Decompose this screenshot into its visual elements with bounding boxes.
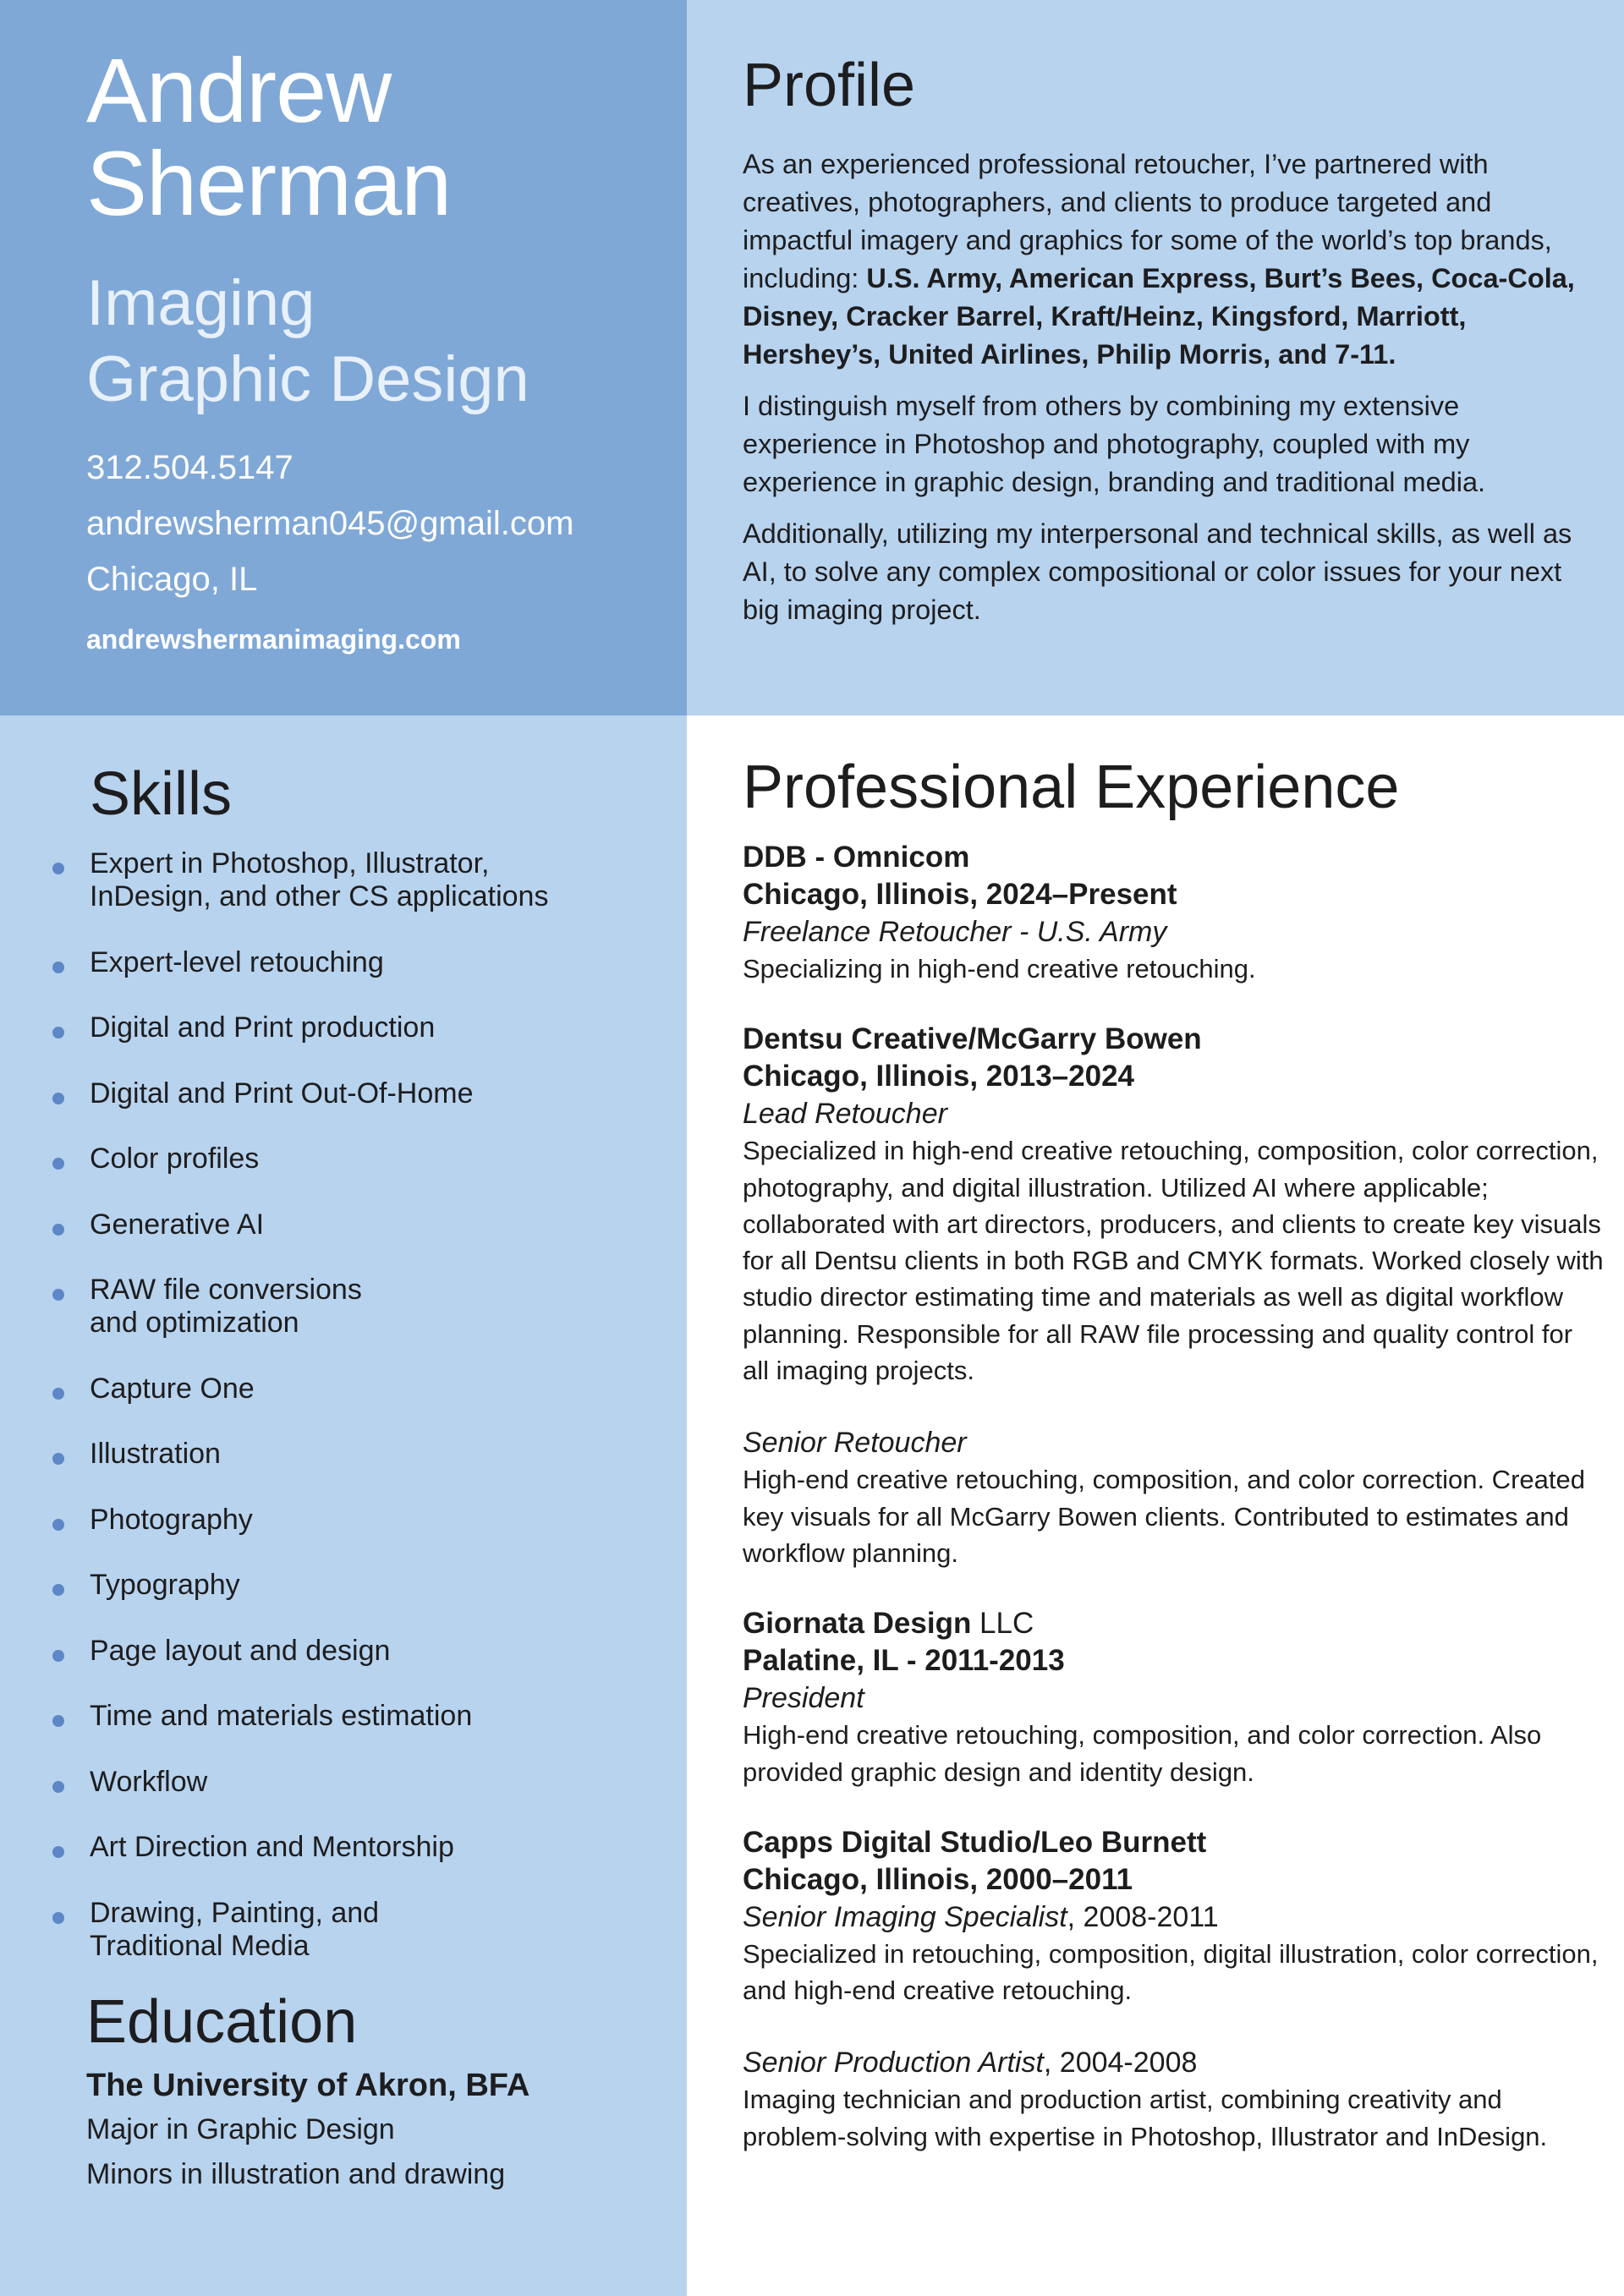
education-minors: Minors in illustration and drawing <box>86 2158 506 2190</box>
job-description-previous: Imaging technician and production artist, combining creativity and problem-solving with expertise in Photoshop, Illustrator and InDesign. <box>743 2085 1548 2151</box>
job-description: Specializing in high-end creative retouching. <box>743 954 1256 984</box>
skill-item: RAW file conversions and optimization <box>47 1274 673 1340</box>
job-role-previous: Senior Production Artist, 2004-2008 <box>743 2047 1198 2080</box>
job-location: Chicago, Illinois, 2000–2011 <box>743 1862 1133 1896</box>
contact-info <box>86 440 661 607</box>
job-entry <box>743 1824 1605 2155</box>
job-entry <box>743 839 1605 987</box>
skill-item: Generative AI <box>47 1208 673 1241</box>
job-entry <box>743 1021 1605 1571</box>
name-last: Sherman <box>86 132 452 234</box>
education-school: The University of Akron, BFA <box>86 2068 530 2103</box>
education-section <box>86 1987 678 2197</box>
job-description: Specialized in high-end creative retouching, composition, color correction, photography, and digital illustration. Utilized AI where applicable; collaborated with art directors, producers, and clients to create key visuals for all Dentsu clients in both RGB and CMYK formats. Worked closely with studio director estimating time and materials as well as digital workflow planning. Responsible for all RAW file processing and quality control for all imaging projects. <box>743 1136 1604 1386</box>
job-company: Dentsu Creative/McGarry Bowen <box>743 1022 1202 1056</box>
skill-item: Digital and Print production <box>47 1011 673 1044</box>
experience-title: Professional Experience <box>743 753 1400 821</box>
skills-title: Skills <box>90 760 233 828</box>
job-titles <box>86 266 661 418</box>
name-first: Andrew <box>86 39 392 141</box>
profile-section <box>743 51 1597 643</box>
skill-item: Illustration <box>47 1438 673 1471</box>
profile-paragraph-3: Additionally, utilizing my interpersonal and technical skills, as well as AI, to solve any complex compositional or color issues for your next big imaging project. <box>743 518 1572 625</box>
skill-item: Expert-level retouching <box>47 946 673 979</box>
job-role: Lead Retoucher <box>743 1098 947 1131</box>
job-description: Specialized in retouching, composition, digital illustration, color correction, and high-end creative retouching. <box>743 1938 1599 2006</box>
email-link[interactable]: andrewsherman045@gmail.com <box>86 505 574 542</box>
job-location: Chicago, Illinois, 2024–Present <box>743 878 1177 911</box>
skill-item: Time and materials estimation <box>47 1700 673 1733</box>
title-graphic-design: Graphic Design <box>86 343 529 415</box>
job-role: President <box>743 1682 864 1715</box>
skill-item: Page layout and design <box>47 1635 673 1668</box>
skill-item: Workflow <box>47 1766 673 1799</box>
job-description: High-end creative retouching, composition, and color correction. Also provided graphic design and identity design. <box>743 1720 1542 1787</box>
job-role: Freelance Retoucher - U.S. Army <box>743 916 1167 948</box>
skills-section <box>47 759 673 1995</box>
skill-item: Color profiles <box>47 1143 673 1175</box>
job-company: DDB - Omnicom <box>743 841 970 874</box>
phone: 312.504.5147 <box>86 449 294 486</box>
experience-section <box>743 753 1605 2189</box>
profile-paragraph-2: I distinguish myself from others by combining my extensive experience in Photoshop and photography, coupled with my experience in graphic design, branding and traditional media. <box>743 391 1486 497</box>
skill-list <box>47 847 673 1963</box>
skill-item: Digital and Print Out-Of-Home <box>47 1077 673 1110</box>
skill-item: Capture One <box>47 1373 673 1406</box>
skill-item: Photography <box>47 1504 673 1537</box>
job-company: Giornata Design LLC <box>743 1607 1034 1641</box>
title-imaging: Imaging <box>86 267 315 339</box>
location: Chicago, IL <box>86 561 258 598</box>
education-title: Education <box>86 1988 358 2056</box>
skill-item: Drawing, Painting, and Traditional Media <box>47 1897 673 1963</box>
skill-item: Art Direction and Mentorship <box>47 1831 673 1864</box>
education-major: Major in Graphic Design <box>86 2113 395 2145</box>
job-location: Palatine, IL - 2011-2013 <box>743 1644 1065 1678</box>
skill-item: Typography <box>47 1569 673 1602</box>
job-location: Chicago, Illinois, 2013–2024 <box>743 1060 1134 1093</box>
website-link[interactable]: andrewshermanimaging.com <box>86 624 461 655</box>
job-role-previous: Senior Retoucher <box>743 1427 967 1460</box>
name-block <box>86 39 661 655</box>
profile-brands: U.S. Army, American Express, Burt’s Bees, Coca-Cola, Disney, Cracker Barrel, Kraft/Heinz, Kingsford, Marriott, Hershey’s, United Airlines, Philip Morris, and 7-11. <box>743 263 1575 370</box>
job-description-previous: High-end creative retouching, composition, and color correction. Created key visuals for all McGarry Bowen clients. Contributed to estimates and workflow planning. <box>743 1465 1585 1568</box>
profile-paragraph-1 <box>743 145 1597 374</box>
profile-intro: As an experienced professional retoucher, I’ve partnered with creatives, photographers, and clients to produce targeted and impactful imagery and graphics for some of the world’s top brands, including: <box>743 149 1552 293</box>
job-role: Senior Imaging Specialist, 2008-2011 <box>743 1900 1219 1933</box>
job-entry <box>743 1605 1605 1790</box>
job-company: Capps Digital Studio/Leo Burnett <box>743 1825 1207 1859</box>
profile-title: Profile <box>743 52 916 119</box>
skill-item: Expert in Photoshop, Illustrator, InDesign, and other CS applications <box>47 847 673 913</box>
